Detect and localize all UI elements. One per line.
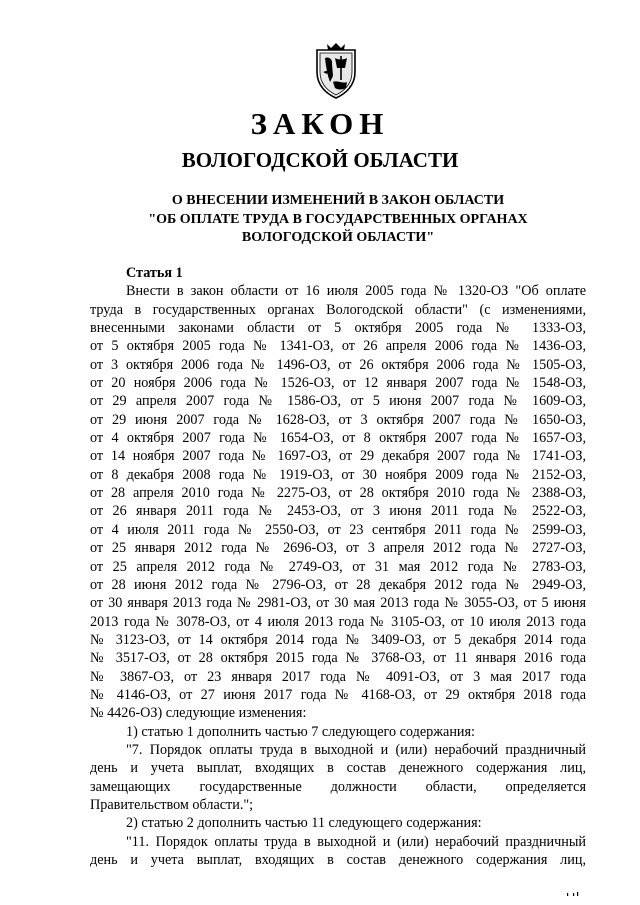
article-line: от 28 апреля 2010 года № 2275-ОЗ, от 28 октября 2010 года № 2388-ОЗ, (90, 485, 586, 502)
subtitle-line: "ОБ ОПЛАТЕ ТРУДА В ГОСУДАРСТВЕННЫХ ОРГАНАХ (148, 211, 528, 227)
article-body (90, 264, 586, 869)
article-line: от 8 декабря 2008 года № 1919-ОЗ, от 30 ноября 2009 года № 2152-ОЗ, (90, 466, 586, 483)
quote-line: Правительством области."; (90, 796, 254, 813)
vologda-coat-of-arms-icon (311, 42, 361, 100)
law-title: ЗАКОН (250, 106, 390, 141)
quote-line: замещающих государственные должности области, определяется (90, 778, 586, 795)
article-line: внесенными законами области от 5 октября 2005 года № 1333-ОЗ, (90, 320, 586, 337)
article-line: от 30 января 2013 года № 2981-ОЗ, от 30 мая 2013 года № 3055-ОЗ, от 5 июня (90, 595, 586, 612)
article-line: № 4426-ОЗ) следующие изменения: (90, 705, 307, 722)
article-line: от 29 июня 2007 года № 1628-ОЗ, от 3 октября 2007 года № 1650-ОЗ, (90, 411, 586, 428)
subtitle-line: О ВНЕСЕНИИ ИЗМЕНЕНИЙ В ЗАКОН ОБЛАСТИ (171, 193, 505, 208)
article-line: № 4146-ОЗ, от 27 июня 2017 года № 4168-ОЗ, от 29 октября 2018 года (90, 686, 586, 703)
article-line: от 25 января 2012 года № 2696-ОЗ, от 3 апреля 2012 года № 2727-ОЗ, (90, 540, 586, 557)
page-corner-mark-icon (566, 891, 580, 897)
law-subtitle (0, 192, 640, 248)
article-line: № 3867-ОЗ, от 23 января 2017 года № 4091-ОЗ, от 3 мая 2017 года (90, 668, 586, 685)
article-line: № 3517-ОЗ, от 28 октября 2015 года № 3768-ОЗ, от 11 января 2016 года (90, 650, 586, 667)
article-line: от 25 апреля 2012 года № 2749-ОЗ, от 31 мая 2012 года № 2783-ОЗ, (90, 558, 586, 575)
article-heading: Статья 1 (126, 265, 183, 281)
quote-line: день и учета выплат, входящих в состав денежного содержания лиц, (90, 852, 586, 868)
quote-line: день и учета выплат, входящих в состав денежного содержания лиц, (90, 760, 586, 777)
article-line: труда в государственных органах Вологодской области" (с изменениями, (90, 301, 586, 318)
article-line: от 28 июня 2012 года № 2796-ОЗ, от 28 декабря 2012 года № 2949-ОЗ, (90, 576, 586, 593)
article-line: от 4 июля 2011 года № 2550-ОЗ, от 23 сентября 2011 года № 2599-ОЗ, (90, 521, 586, 538)
article-line: от 29 апреля 2007 года № 1586-ОЗ, от 5 июня 2007 года № 1609-ОЗ, (90, 393, 586, 410)
amendment-item: 1) статью 1 дополнить частью 7 следующего содержания: (126, 723, 475, 740)
quote-line: "11. Порядок оплаты труда в выходной и (или) нерабочий праздничный (126, 833, 586, 850)
subtitle-line: ВОЛОГОДСКОЙ ОБЛАСТИ" (241, 230, 435, 245)
article-line: от 4 октября 2007 года № 1654-ОЗ, от 8 октября 2007 года № 1657-ОЗ, (90, 430, 586, 447)
article-line: от 14 ноября 2007 года № 1697-ОЗ, от 29 декабря 2007 года № 1741-ОЗ, (90, 448, 586, 465)
article-line: № 3123-ОЗ, от 14 октября 2014 года № 3409-ОЗ, от 5 декабря 2014 года (90, 631, 586, 648)
article-line: от 5 октября 2005 года № 1341-ОЗ, от 26 апреля 2006 года № 1436-ОЗ, (90, 338, 586, 355)
article-line: 2013 года № 3078-ОЗ, от 4 июля 2013 года № 3105-ОЗ, от 10 июля 2013 года (90, 613, 586, 630)
region-title: ВОЛОГОДСКОЙ ОБЛАСТИ (181, 148, 459, 172)
article-line: от 3 октября 2006 года № 1496-ОЗ, от 26 октября 2006 года № 1505-ОЗ, (90, 356, 586, 373)
article-line: от 26 января 2011 года № 2453-ОЗ, от 3 июня 2011 года № 2522-ОЗ, (90, 503, 586, 520)
article-line: Внести в закон области от 16 июля 2005 года № 1320-ОЗ "Об оплате (126, 283, 586, 300)
amendment-item: 2) статью 2 дополнить частью 11 следующего содержания: (126, 815, 482, 832)
article-line: от 20 ноября 2006 года № 1526-ОЗ, от 12 января 2007 года № 1548-ОЗ, (90, 375, 586, 392)
quote-line: "7. Порядок оплаты труда в выходной и (или) нерабочий праздничный (126, 741, 586, 758)
